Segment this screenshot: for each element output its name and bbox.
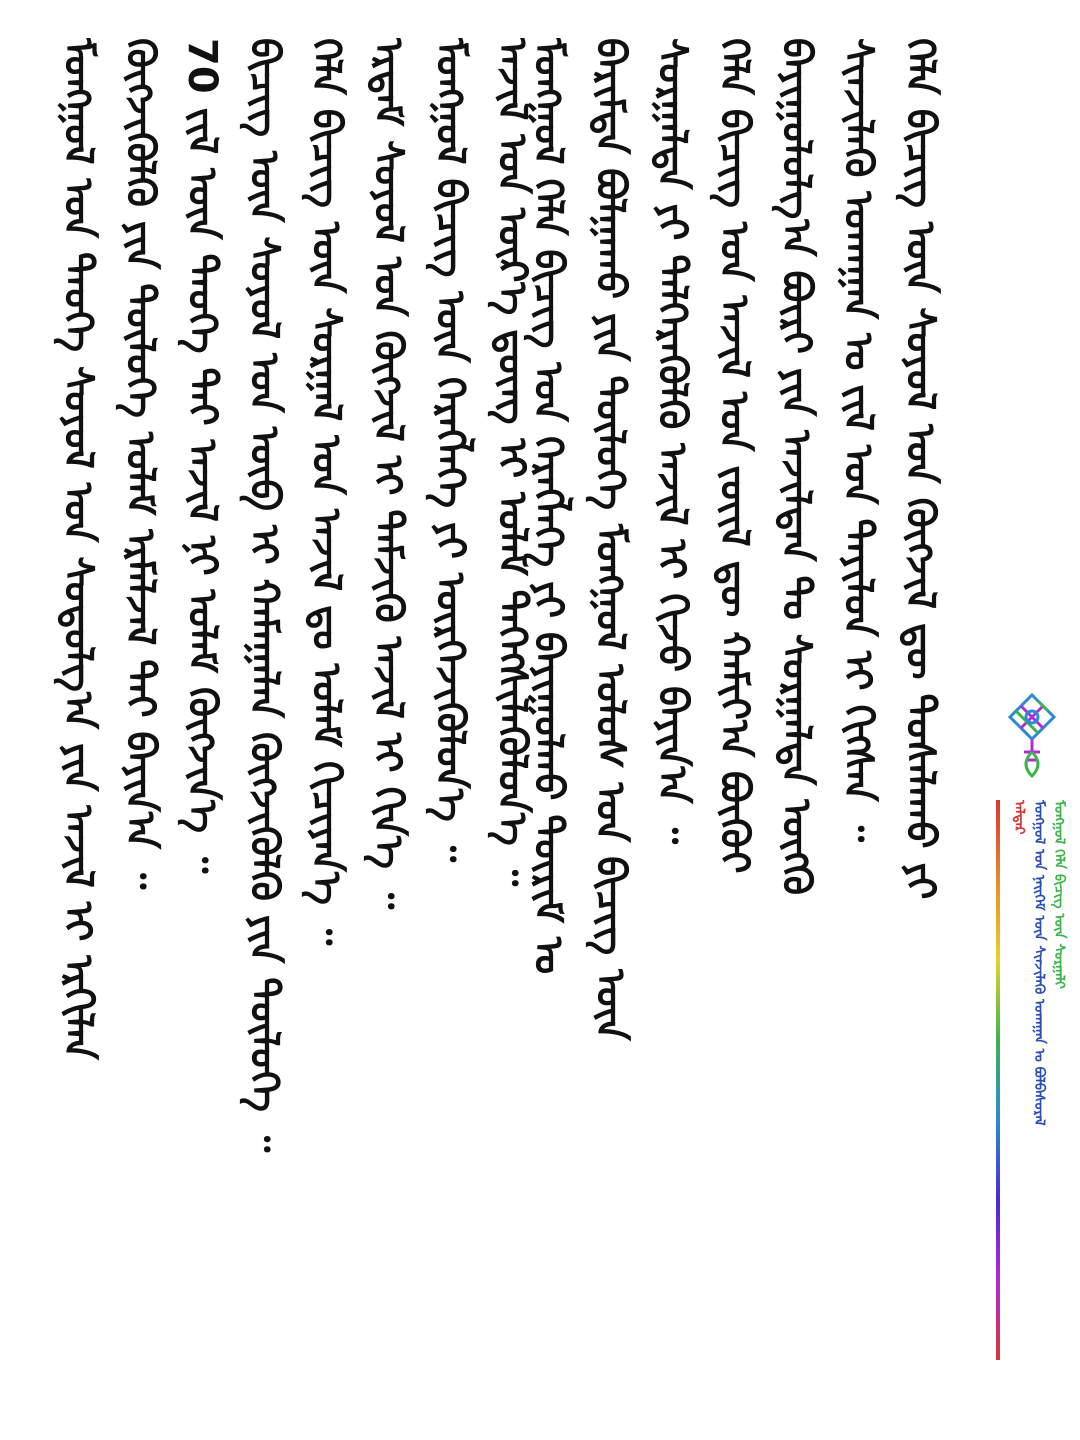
- text-column: 70 ᠵᠢᠯ ᠦᠨ ᠲᠡᠦᠬᠡ ᠲᠡᠢ ᠠᠵᠢᠯ ᠨᠢ ᠤᠯᠠᠮ ᠬᠥᠭᠵᠢᠨ᠎ᠡ ᠃: [179, 38, 225, 874]
- text-column: ᠰᠤᠷᠭᠠᠯᠲᠠ ᠶᠢ ᠳᠡᠯᠭᠡᠷᠡᠭᠦᠯᠬᠦ ᠠᠵᠢᠯ ᠢ ᠬᠢᠵᠦ ᠪᠠᠶᠢᠨ᠎ᠠ ᠃: [649, 38, 695, 844]
- text-column: ᠪᠠᠶᠢᠭᠤᠯᠤᠯᠭ᠎ᠠ ᠪᠦᠷᠢ ᠶᠢᠨ ᠠᠵᠢᠯᠲᠠᠨ ᠲᠤ ᠰᠤᠷᠭᠠᠯᠲᠠ ᠥᠭᠭᠦ: [773, 38, 819, 896]
- header-divider: [996, 800, 1000, 1360]
- endless-knot-icon: [1002, 690, 1062, 780]
- text-column: ᠬᠡᠯᠡ ᠪᠢᠴᠢᠭ ᠤᠨ ᠠᠵᠢᠯ ᠤᠨ ᠵᠦᠢᠯ ᠳᠦ ᠬᠠᠮᠢᠶ᠎ᠠ ᠪᠦᠬᠦᠢ: [711, 38, 757, 874]
- header-line: ᠮᠣᠩᠭᠣᠯ ᠤᠨ ᠨᠡᠢᠭᠡᠮ ᠦᠨ ᠰᠢᠨᠵᠢᠯᠡᠬᠦ ᠤᠬᠠᠭᠠᠨ ᠤ ᠪᠣᠯᠪᠠᠰᠤᠷᠠᠯ: [1031, 800, 1047, 1126]
- header-line: ᠠᠯᠳᠠᠷ: [1011, 800, 1027, 835]
- text-column: ᠰᠢᠨᠵᠢᠯᠡᠬᠦ ᠤᠬᠠᠭᠠᠨ ᠤ ᠵᠢᠯ ᠤᠨ ᠲᠠᠶᠢᠯᠤᠨ ᠢ ᠬᠢᠭᠰᠡᠨ ᠃: [835, 38, 881, 843]
- text-column: ᠬᠥᠭᠵᠢᠭᠦᠯᠬᠦ ᠶᠢᠨ ᠲᠥᠯᠦᠭᠡ ᠤᠯᠠᠮ ᠡᠷᠮᠡᠯᠵᠡᠯ ᠲᠡᠢ ᠪᠠᠶᠢᠨ᠎ᠠ ᠃: [117, 38, 163, 890]
- text-column: ᠬᠡᠯᠡ ᠪᠢᠴᠢᠭ ᠦᠨ ᠰᠣᠶᠣᠯ ᠤᠨ ᠬᠥᠭᠵᠢᠯ ᠳᠦ ᠲᠤᠰᠠᠯᠠᠬᠤ ᠶᠢ: [897, 38, 943, 900]
- header-line: ᠮᠣᠩᠭᠣᠯ ᠬᠡᠯᠡ ᠪᠢᠴᠢᠭ ᠦᠨ ᠰᠤᠷᠭᠠᠯᠢ: [1051, 800, 1067, 989]
- text-column: ᠪᠢᠴᠢᠭ ᠦᠨ ᠰᠣᠶᠣᠯ ᠤᠨ ᠥᠪ ᠢ ᠬᠠᠮᠠᠭᠠᠯᠠᠨ ᠬᠥᠭᠵᠢᠭᠦᠯᠬᠦ ᠶᠢᠨ ᠲᠥᠯᠦᠭᠡ ᠃: [241, 38, 287, 1153]
- text-column: ᠡᠷᠳᠡᠮ ᠰᠣᠶᠣᠯ ᠤᠨ ᠬᠥᠭᠵᠢᠯ ᠢ ᠳᠡᠮᠵᠢᠬᠦ ᠠᠵᠢᠯ ᠢ ᠬᠢᠨ᠎ᠡ ᠃: [365, 38, 411, 910]
- text-column: ᠮᠣᠩᠭᠣᠯ ᠤᠨ ᠲᠡᠦᠬᠡ ᠰᠣᠶᠣᠯ ᠤᠨ ᠰᠤᠳᠤᠯᠭ᠎ᠠ ᠶᠢᠨ ᠠᠵᠢᠯ ᠢ ᠡᠷᠬᠢᠯᠡᠨ: [55, 38, 101, 1060]
- text-column: ᠬᠡᠯᠡ ᠪᠢᠴᠢᠭ ᠦᠨ ᠰᠤᠷᠭᠠᠯ ᠤᠨ ᠠᠵᠢᠯ ᠳᠤ ᠤᠯᠠᠮ ᠬᠢᠴᠢᠶᠡᠨ᠎ᠡ ᠃: [303, 38, 349, 946]
- text-column: ᠪᠠᠷᠢᠮᠲᠠ ᠪᠣᠯᠭᠠᠬᠤ ᠶᠢᠨ ᠲᠥᠯᠦᠭᠡ ᠮᠣᠩᠭᠣᠯ ᠤᠯᠤᠰ ᠤᠨ ᠪᠢᠴᠢᠭ ᠦᠨ: [587, 38, 633, 1041]
- text-column: ᠠᠵᠢᠯ ᠤᠨ ᠦᠷ᠎ᠡ ᠳ᠋ᠦᠩ ᠢ ᠤᠯᠠᠮ ᠳᠡᠭᠡᠭᠰᠢᠯᠡᠭᠦᠯᠦᠨ᠎ᠡ ᠃: [489, 38, 535, 887]
- text-column: ᠮᠣᠩᠭᠣᠯ ᠪᠢᠴᠢᠭ ᠦᠨ ᠬᠡᠷᠡᠭᠯᠡᠭᠡ ᠶᠢ ᠥᠷᠭᠡᠵᠢᠭᠦᠯᠦᠨ᠎ᠡ ᠃: [427, 38, 473, 863]
- text-column: ᠮᠣᠩᠭᠣᠯ ᠬᠡᠯᠡ ᠪᠢᠴᠢᠭ ᠤᠨ ᠬᠡᠷᠡᠭᠯᠡᠭᠡ ᠶᠢ ᠪᠠᠶᠢᠭᠤᠯᠬᠤ ᠳᠦᠷᠢᠮ ᠤ: [525, 38, 571, 975]
